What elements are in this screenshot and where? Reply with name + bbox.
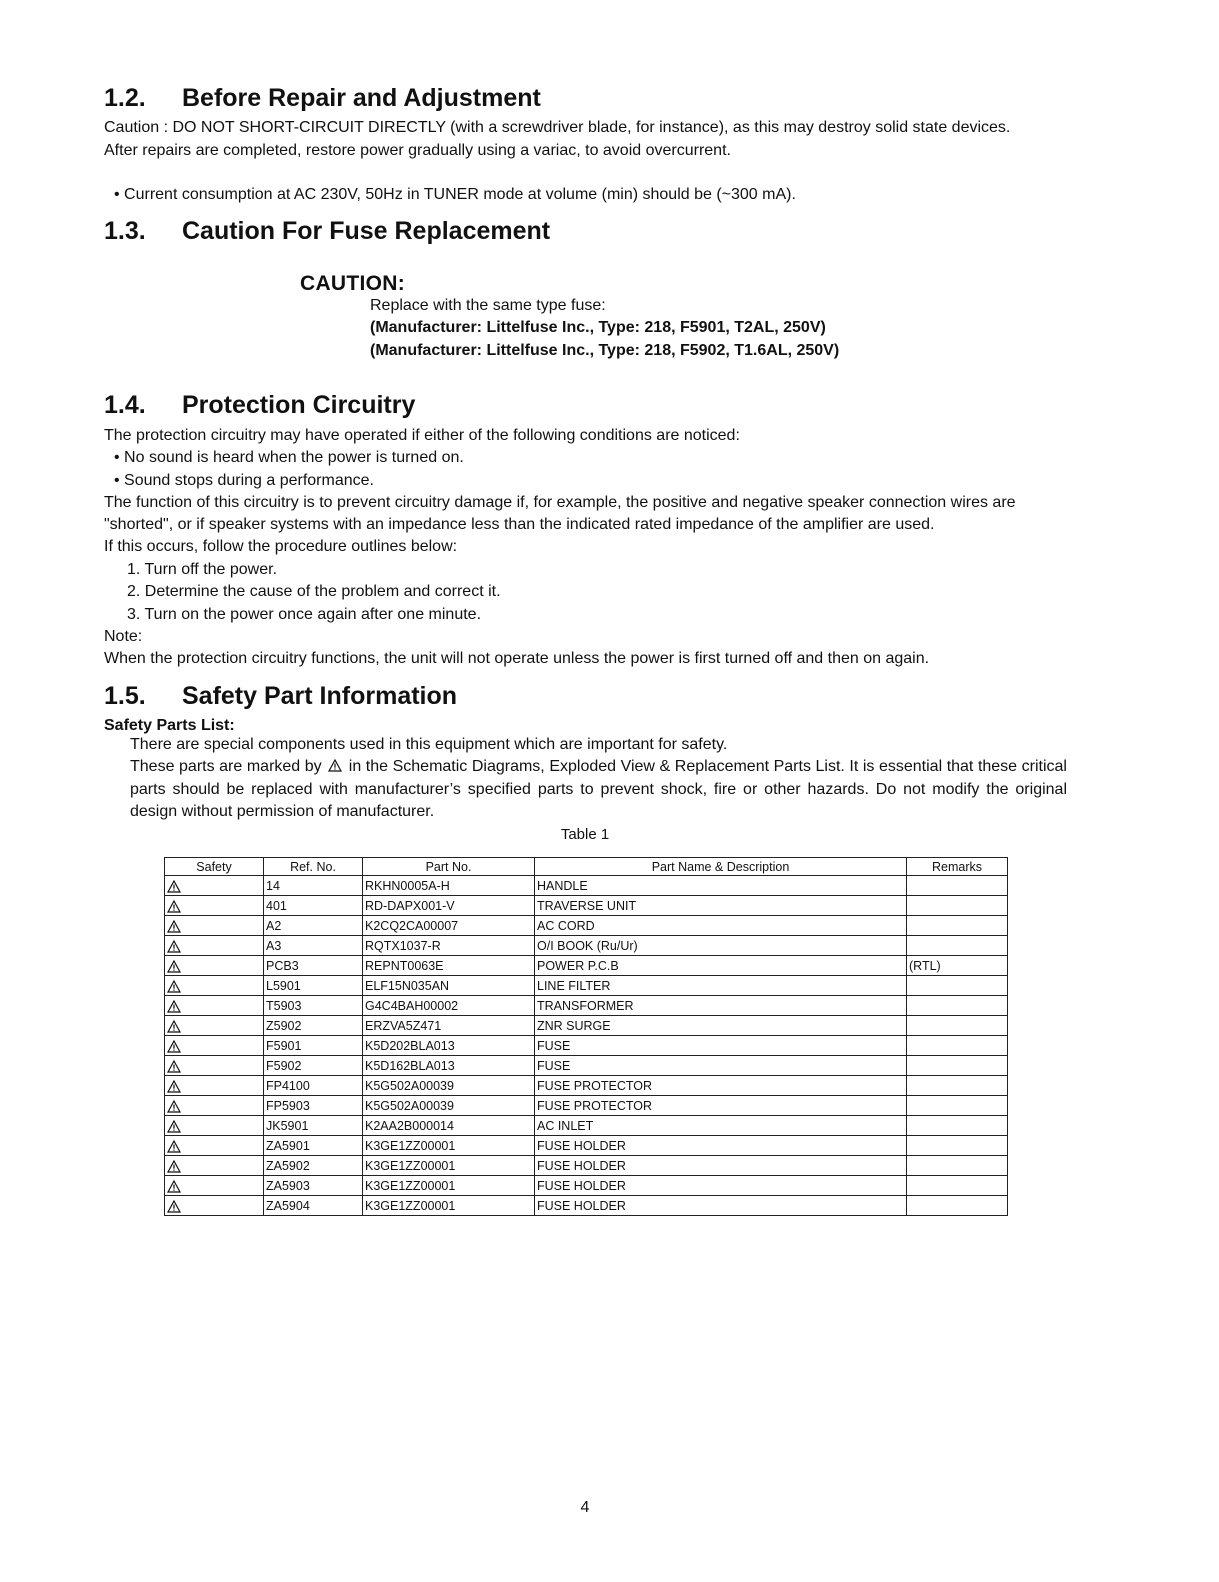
warning-triangle-icon bbox=[167, 1120, 181, 1133]
ref-no-cell: PCB3 bbox=[264, 956, 363, 976]
part-no-cell: K5D162BLA013 bbox=[363, 1056, 535, 1076]
warning-triangle-icon bbox=[328, 759, 342, 772]
protection-function-line-2: "shorted", or if speaker systems with an impedance less than the indicated rated impedance of the amplifier are used. bbox=[104, 516, 935, 533]
safety-description-start: These parts are marked by bbox=[130, 758, 322, 775]
remarks-cell bbox=[907, 1176, 1008, 1196]
fuse-caution-title: CAUTION: bbox=[300, 272, 406, 295]
safety-mark-cell bbox=[165, 976, 264, 996]
remarks-cell bbox=[907, 936, 1008, 956]
safety-mark-cell bbox=[165, 1056, 264, 1076]
warning-triangle-icon bbox=[167, 1080, 181, 1093]
safety-mark-cell bbox=[165, 1136, 264, 1156]
caution-line: Caution : DO NOT SHORT-CIRCUIT DIRECTLY (with a screwdriver blade, for instance), as this may destroy solid state devices. bbox=[104, 119, 1011, 136]
table-row bbox=[165, 1016, 1008, 1036]
remarks-cell bbox=[907, 916, 1008, 936]
part-no-cell: K3GE1ZZ00001 bbox=[363, 1136, 535, 1156]
part-no-cell: K5G502A00039 bbox=[363, 1076, 535, 1096]
safety-mark-cell bbox=[165, 916, 264, 936]
table-body bbox=[165, 876, 1008, 1216]
part-name-cell: FUSE bbox=[535, 1056, 907, 1076]
remarks-cell bbox=[907, 1096, 1008, 1116]
warning-triangle-icon bbox=[167, 1040, 181, 1053]
warning-triangle-icon bbox=[167, 1160, 181, 1173]
remarks-cell bbox=[907, 1156, 1008, 1176]
safety-mark-cell bbox=[165, 1016, 264, 1036]
protection-bullet-no-sound: • No sound is heard when the power is turned on. bbox=[114, 449, 464, 466]
part-name-cell: POWER P.C.B bbox=[535, 956, 907, 976]
header-part-no: Part No. bbox=[363, 858, 535, 876]
part-name-cell: ZNR SURGE bbox=[535, 1016, 907, 1036]
fuse-spec-f5902: (Manufacturer: Littelfuse Inc., Type: 218, F5902, T1.6AL, 250V) bbox=[370, 342, 840, 359]
remarks-cell bbox=[907, 1016, 1008, 1036]
part-no-cell: K3GE1ZZ00001 bbox=[363, 1196, 535, 1216]
warning-triangle-icon bbox=[167, 880, 181, 893]
table-caption: Table 1 bbox=[560, 826, 610, 843]
procedure-step-1: 1. Turn off the power. bbox=[127, 561, 278, 578]
table-row bbox=[165, 876, 1008, 896]
warning-triangle-icon bbox=[167, 1200, 181, 1213]
ref-no-cell: FP4100 bbox=[264, 1076, 363, 1096]
safety-mark-cell bbox=[165, 1196, 264, 1216]
warning-triangle-icon bbox=[167, 980, 181, 993]
ref-no-cell: L5901 bbox=[264, 976, 363, 996]
part-no-cell: K5G502A00039 bbox=[363, 1096, 535, 1116]
section-number: 1.3. bbox=[104, 217, 146, 245]
remarks-cell bbox=[907, 976, 1008, 996]
warning-triangle-icon bbox=[167, 1140, 181, 1153]
table-row bbox=[165, 1056, 1008, 1076]
procedure-step-3: 3. Turn on the power once again after one minute. bbox=[127, 606, 482, 623]
part-no-cell: G4C4BAH00002 bbox=[363, 996, 535, 1016]
safety-description-rest: in the Schematic Diagrams, Exploded View & Replacement Parts List. It is essential that these critical parts should be replaced with manufacturer’s specified parts to prevent shock, fire or other hazards. Do not modify the original design without permission of manufacturer. bbox=[130, 758, 1067, 820]
section-heading-1-3 bbox=[104, 217, 550, 246]
header-part-name: Part Name & Description bbox=[535, 858, 907, 876]
part-name-cell: FUSE HOLDER bbox=[535, 1136, 907, 1156]
protection-intro: The protection circuitry may have operated if either of the following conditions are noticed: bbox=[104, 427, 740, 444]
safety-mark-cell bbox=[165, 1176, 264, 1196]
part-no-cell: ELF15N035AN bbox=[363, 976, 535, 996]
safety-mark-cell bbox=[165, 996, 264, 1016]
part-name-cell: FUSE PROTECTOR bbox=[535, 1096, 907, 1116]
remarks-cell: (RTL) bbox=[907, 956, 1008, 976]
safety-mark-cell bbox=[165, 936, 264, 956]
part-no-cell: K2CQ2CA00007 bbox=[363, 916, 535, 936]
protection-function-line-1: The function of this circuitry is to prevent circuitry damage if, for example, the positive and negative speaker connection wires are bbox=[104, 494, 1016, 511]
ref-no-cell: Z5902 bbox=[264, 1016, 363, 1036]
part-no-cell: RQTX1037-R bbox=[363, 936, 535, 956]
ref-no-cell: T5903 bbox=[264, 996, 363, 1016]
safety-mark-cell bbox=[165, 1156, 264, 1176]
procedure-step-2: 2. Determine the cause of the problem and correct it. bbox=[127, 583, 501, 600]
ref-no-cell: ZA5903 bbox=[264, 1176, 363, 1196]
part-name-cell: AC CORD bbox=[535, 916, 907, 936]
remarks-cell bbox=[907, 1136, 1008, 1156]
remarks-cell bbox=[907, 996, 1008, 1016]
section-heading-1-5 bbox=[104, 682, 457, 711]
table-row bbox=[165, 1136, 1008, 1156]
table-row bbox=[165, 1176, 1008, 1196]
warning-triangle-icon bbox=[167, 960, 181, 973]
warning-triangle-icon bbox=[167, 1100, 181, 1113]
table-row bbox=[165, 976, 1008, 996]
remarks-cell bbox=[907, 1196, 1008, 1216]
table-row bbox=[165, 996, 1008, 1016]
ref-no-cell: F5902 bbox=[264, 1056, 363, 1076]
part-name-cell: FUSE bbox=[535, 1036, 907, 1056]
section-number: 1.2. bbox=[104, 84, 146, 112]
part-no-cell: K5D202BLA013 bbox=[363, 1036, 535, 1056]
table-row bbox=[165, 956, 1008, 976]
safety-parts-table bbox=[164, 857, 1008, 1216]
procedure-intro: If this occurs, follow the procedure outlines below: bbox=[104, 538, 458, 555]
warning-triangle-icon bbox=[167, 1020, 181, 1033]
protection-bullet-sound-stops: • Sound stops during a performance. bbox=[114, 472, 374, 489]
note-label: Note: bbox=[104, 628, 143, 645]
table-row bbox=[165, 1196, 1008, 1216]
part-name-cell: TRAVERSE UNIT bbox=[535, 896, 907, 916]
safety-mark-cell bbox=[165, 1036, 264, 1056]
header-safety: Safety bbox=[165, 858, 264, 876]
ref-no-cell: F5901 bbox=[264, 1036, 363, 1056]
remarks-cell bbox=[907, 1076, 1008, 1096]
table-row bbox=[165, 1036, 1008, 1056]
ref-no-cell: ZA5901 bbox=[264, 1136, 363, 1156]
section-number: 1.4. bbox=[104, 391, 146, 419]
section-title: Before Repair and Adjustment bbox=[182, 84, 541, 112]
ref-no-cell: 401 bbox=[264, 896, 363, 916]
section-number: 1.5. bbox=[104, 682, 146, 710]
safety-mark-cell bbox=[165, 876, 264, 896]
ref-no-cell: ZA5902 bbox=[264, 1156, 363, 1176]
part-name-cell: FUSE HOLDER bbox=[535, 1196, 907, 1216]
part-no-cell: K2AA2B000014 bbox=[363, 1116, 535, 1136]
remarks-cell bbox=[907, 1036, 1008, 1056]
warning-triangle-icon bbox=[167, 1000, 181, 1013]
part-no-cell: RD-DAPX001-V bbox=[363, 896, 535, 916]
section-heading-1-2 bbox=[104, 84, 541, 113]
header-remarks: Remarks bbox=[907, 858, 1008, 876]
part-name-cell: TRANSFORMER bbox=[535, 996, 907, 1016]
part-name-cell: FUSE PROTECTOR bbox=[535, 1076, 907, 1096]
safety-mark-cell bbox=[165, 896, 264, 916]
remarks-cell bbox=[907, 876, 1008, 896]
part-name-cell: LINE FILTER bbox=[535, 976, 907, 996]
safety-mark-cell bbox=[165, 956, 264, 976]
warning-triangle-icon bbox=[167, 920, 181, 933]
section-title: Safety Part Information bbox=[182, 682, 458, 710]
safety-mark-cell bbox=[165, 1116, 264, 1136]
table-row bbox=[165, 1096, 1008, 1116]
remarks-cell bbox=[907, 896, 1008, 916]
warning-triangle-icon bbox=[167, 940, 181, 953]
ref-no-cell: A2 bbox=[264, 916, 363, 936]
ref-no-cell: JK5901 bbox=[264, 1116, 363, 1136]
fuse-caution-line: Replace with the same type fuse: bbox=[370, 297, 606, 314]
section-heading-1-4 bbox=[104, 391, 415, 420]
part-no-cell: REPNT0063E bbox=[363, 956, 535, 976]
section-title: Caution For Fuse Replacement bbox=[182, 217, 551, 245]
ref-no-cell: ZA5904 bbox=[264, 1196, 363, 1216]
safety-intro: There are special components used in this equipment which are important for safety. bbox=[130, 736, 728, 753]
restore-power-line: After repairs are completed, restore power gradually using a variac, to avoid overcurrent. bbox=[104, 142, 731, 159]
ref-no-cell: FP5903 bbox=[264, 1096, 363, 1116]
part-no-cell: RKHN0005A-H bbox=[363, 876, 535, 896]
safety-description bbox=[130, 756, 1067, 824]
ref-no-cell: 14 bbox=[264, 876, 363, 896]
warning-triangle-icon bbox=[167, 1180, 181, 1193]
table-header-row bbox=[165, 858, 1008, 876]
fuse-spec-f5901: (Manufacturer: Littelfuse Inc., Type: 218, F5901, T2AL, 250V) bbox=[370, 319, 826, 336]
note-text: When the protection circuitry functions, the unit will not operate unless the power is first turned off and then on again. bbox=[104, 650, 930, 667]
warning-triangle-icon bbox=[167, 900, 181, 913]
page-number: 4 bbox=[580, 1499, 590, 1516]
part-name-cell: FUSE HOLDER bbox=[535, 1156, 907, 1176]
table-row bbox=[165, 936, 1008, 956]
table-row bbox=[165, 1076, 1008, 1096]
part-no-cell: ERZVA5Z471 bbox=[363, 1016, 535, 1036]
table-row bbox=[165, 1156, 1008, 1176]
part-name-cell: FUSE HOLDER bbox=[535, 1176, 907, 1196]
part-name-cell: HANDLE bbox=[535, 876, 907, 896]
part-name-cell: AC INLET bbox=[535, 1116, 907, 1136]
safety-parts-list-label: Safety Parts List: bbox=[104, 717, 235, 734]
warning-triangle-icon bbox=[167, 1060, 181, 1073]
table-row bbox=[165, 896, 1008, 916]
part-no-cell: K3GE1ZZ00001 bbox=[363, 1176, 535, 1196]
current-consumption-bullet: • Current consumption at AC 230V, 50Hz in TUNER mode at volume (min) should be (~300 mA). bbox=[114, 186, 796, 203]
remarks-cell bbox=[907, 1116, 1008, 1136]
ref-no-cell: A3 bbox=[264, 936, 363, 956]
part-no-cell: K3GE1ZZ00001 bbox=[363, 1156, 535, 1176]
table-row bbox=[165, 916, 1008, 936]
remarks-cell bbox=[907, 1056, 1008, 1076]
safety-mark-cell bbox=[165, 1076, 264, 1096]
safety-mark-cell bbox=[165, 1096, 264, 1116]
table-row bbox=[165, 1116, 1008, 1136]
section-title: Protection Circuitry bbox=[182, 391, 416, 419]
header-ref-no: Ref. No. bbox=[264, 858, 363, 876]
part-name-cell: O/I BOOK (Ru/Ur) bbox=[535, 936, 907, 956]
